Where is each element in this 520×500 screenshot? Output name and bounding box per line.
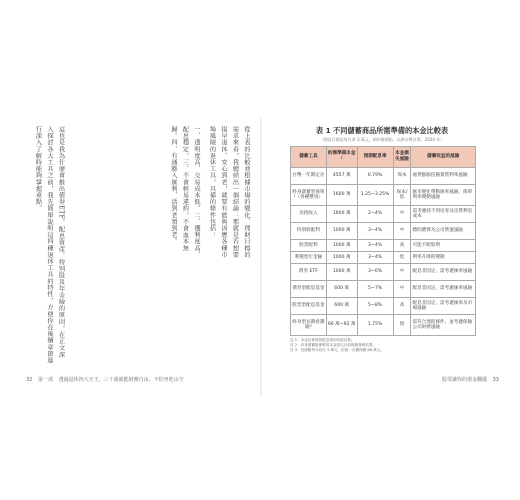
- risk-cell: 配息非固定、需考慮匯率風險: [411, 281, 476, 298]
- capital-cell: 1000 萬: [326, 252, 357, 264]
- tool-cell: 債券 ETF: [291, 264, 327, 281]
- tool-cell: 特別股配利: [291, 223, 327, 240]
- table-row: [291, 240, 476, 252]
- capital-cell: 66 萬~92 萬: [326, 315, 357, 336]
- risk-cell: 配息非固定、需考慮匯率及市場風險: [411, 298, 476, 315]
- table-note: 註 3：長照險每月給付 3 萬元，約需一次繳保費 66 萬元。: [290, 348, 384, 352]
- capital-cell: 600 萬: [326, 298, 357, 315]
- table-row: [291, 264, 476, 281]
- rate-cell: 2~4%: [357, 206, 393, 223]
- risk-cell: 標的選擇及公司營運風險: [411, 223, 476, 240]
- column-header: 本金損失風險: [393, 147, 411, 168]
- page-number: 33: [492, 377, 499, 383]
- table-row: [291, 206, 476, 223]
- tool-cell: 債券型配息基金: [291, 281, 327, 298]
- table-row: [291, 185, 476, 206]
- table-row: [291, 223, 476, 240]
- risk-cell: 需符合理賠條件、並考慮保險公司財務風險: [411, 315, 476, 336]
- capital-cell: 600 萬: [326, 281, 357, 298]
- capital-cell: 4557 萬: [326, 168, 357, 185]
- loss-cell: 中: [393, 223, 411, 240]
- paragraph-text: 從上表的比較並根據市場的變化、理財目標的需求來看，我總結出一個結論：那就是若想要提早退休、安心到老，就要有能夠因應各種市場風險的退休工具，具備的條件包括：: [208, 126, 250, 258]
- column-header: 約需準備本金¹: [326, 147, 357, 168]
- risk-cell: 利率升降的變動: [411, 252, 476, 264]
- chapter-label: 第一部: [37, 377, 53, 383]
- tool-cell: 股票配利: [291, 240, 327, 252]
- loss-cell: 中: [393, 281, 411, 298]
- right-footer: [339, 376, 499, 383]
- table-row: [291, 252, 476, 264]
- table-notes: [290, 338, 476, 353]
- running-title: 股票讓你的現金翻漲: [442, 377, 488, 383]
- loss-cell: 無: [393, 315, 411, 336]
- loss-cell: 低: [393, 252, 411, 264]
- capital-cell: 1000 萬: [326, 223, 357, 240]
- rate-cell: 3~4%: [357, 223, 393, 240]
- left-page: [26, 118, 260, 396]
- rate-cell: 0.79%: [357, 168, 393, 185]
- capital-cell: 1000 萬: [326, 264, 357, 281]
- loss-cell: 保本/低: [393, 185, 411, 206]
- loss-cell: 保本: [393, 168, 411, 185]
- body-paragraph-3: [32, 126, 67, 364]
- tool-cell: 終身型長期看護險³: [291, 315, 327, 336]
- body-paragraph-1: [206, 126, 252, 264]
- left-footer: [26, 376, 196, 383]
- right-page: [265, 118, 499, 396]
- paragraph-text: 一、透明度高、交易成本低。二、獲利度高、配息穩定。三、不會輕易違約，不會血本無歸。四、有通膨入匯利、活到老領到老。: [170, 126, 200, 258]
- table-row: [291, 315, 476, 336]
- table-row: [291, 298, 476, 315]
- risk-cell: 需考慮找不到房客及房貸利息成本: [411, 206, 476, 223]
- loss-cell: 中: [393, 206, 411, 223]
- tool-cell: 股票型配息基金: [291, 298, 327, 315]
- section-title: 透過退休四大天王，三十歲就能財務自由、不怕坐吃山空: [58, 377, 184, 383]
- table-header-row: [291, 147, 476, 168]
- column-header: 儲蓄收益的風險: [411, 147, 476, 168]
- table-row: [291, 281, 476, 298]
- risk-cell: 可能不配股利: [411, 240, 476, 252]
- rate-cell: 3~6%: [357, 264, 393, 281]
- loss-cell: 高: [393, 240, 411, 252]
- loss-cell: 中: [393, 264, 411, 281]
- rate-cell: 3~4%: [357, 240, 393, 252]
- comparison-table: [290, 146, 476, 336]
- capital-cell: 1600 萬: [326, 185, 357, 206]
- tool-cell: 房租收入: [291, 206, 327, 223]
- page-number: 32: [26, 377, 33, 383]
- table-row: [291, 168, 476, 185]
- table-title: 表 1 不同儲蓄商品所需準備的本金比較表: [315, 126, 449, 135]
- loss-cell: 高: [393, 298, 411, 315]
- risk-cell: 配息非固定、需考慮匯率風險: [411, 264, 476, 281]
- tool-cell: 台幣一年期定存: [291, 168, 327, 185]
- rate-cell: 1.75%: [357, 315, 393, 336]
- risk-cell: 通貨膨脹侵蝕實質利率風險: [411, 168, 476, 185]
- body-paragraph-2: [168, 126, 203, 264]
- rate-cell: 5~7%: [357, 281, 393, 298]
- rate-cell: 1.25~3.25%: [357, 185, 393, 206]
- tool-cell: 利變型年金險: [291, 252, 327, 264]
- table-note: 註 2：終身儲蓄險保單的本金是以目前保費複利估算。: [290, 343, 377, 347]
- table-note: 註 1：本金計算係按配息率的均值計算。: [290, 338, 355, 342]
- capital-cell: 1600 萬: [326, 206, 357, 223]
- column-header: 儲蓄工具: [291, 147, 327, 168]
- tool-cell: 終身儲蓄型保單²（各種幣別）: [291, 185, 327, 206]
- rate-cell: 5~8%: [357, 298, 393, 315]
- table-subtitle: （假設目標是每月拿 3 萬元，兩年後開始，以新台幣計算，2020 年）: [319, 137, 445, 142]
- rate-cell: 3~4%: [357, 252, 393, 264]
- risk-cell: 匯市變化帶動匯率風險、保單利率變動風險: [411, 185, 476, 206]
- paragraph-text: 這也是我為什麼會推出債券ETF、配息資產、特別股及年金險的原因，在正文深入探討各大工具之前，我先簡單說明這四種退休工具的特性，方便你在後續章節進行深入了解時能夠掌握重點。: [34, 126, 65, 364]
- capital-cell: 1000 萬: [326, 240, 357, 252]
- column-header: 預期配息率: [357, 147, 393, 168]
